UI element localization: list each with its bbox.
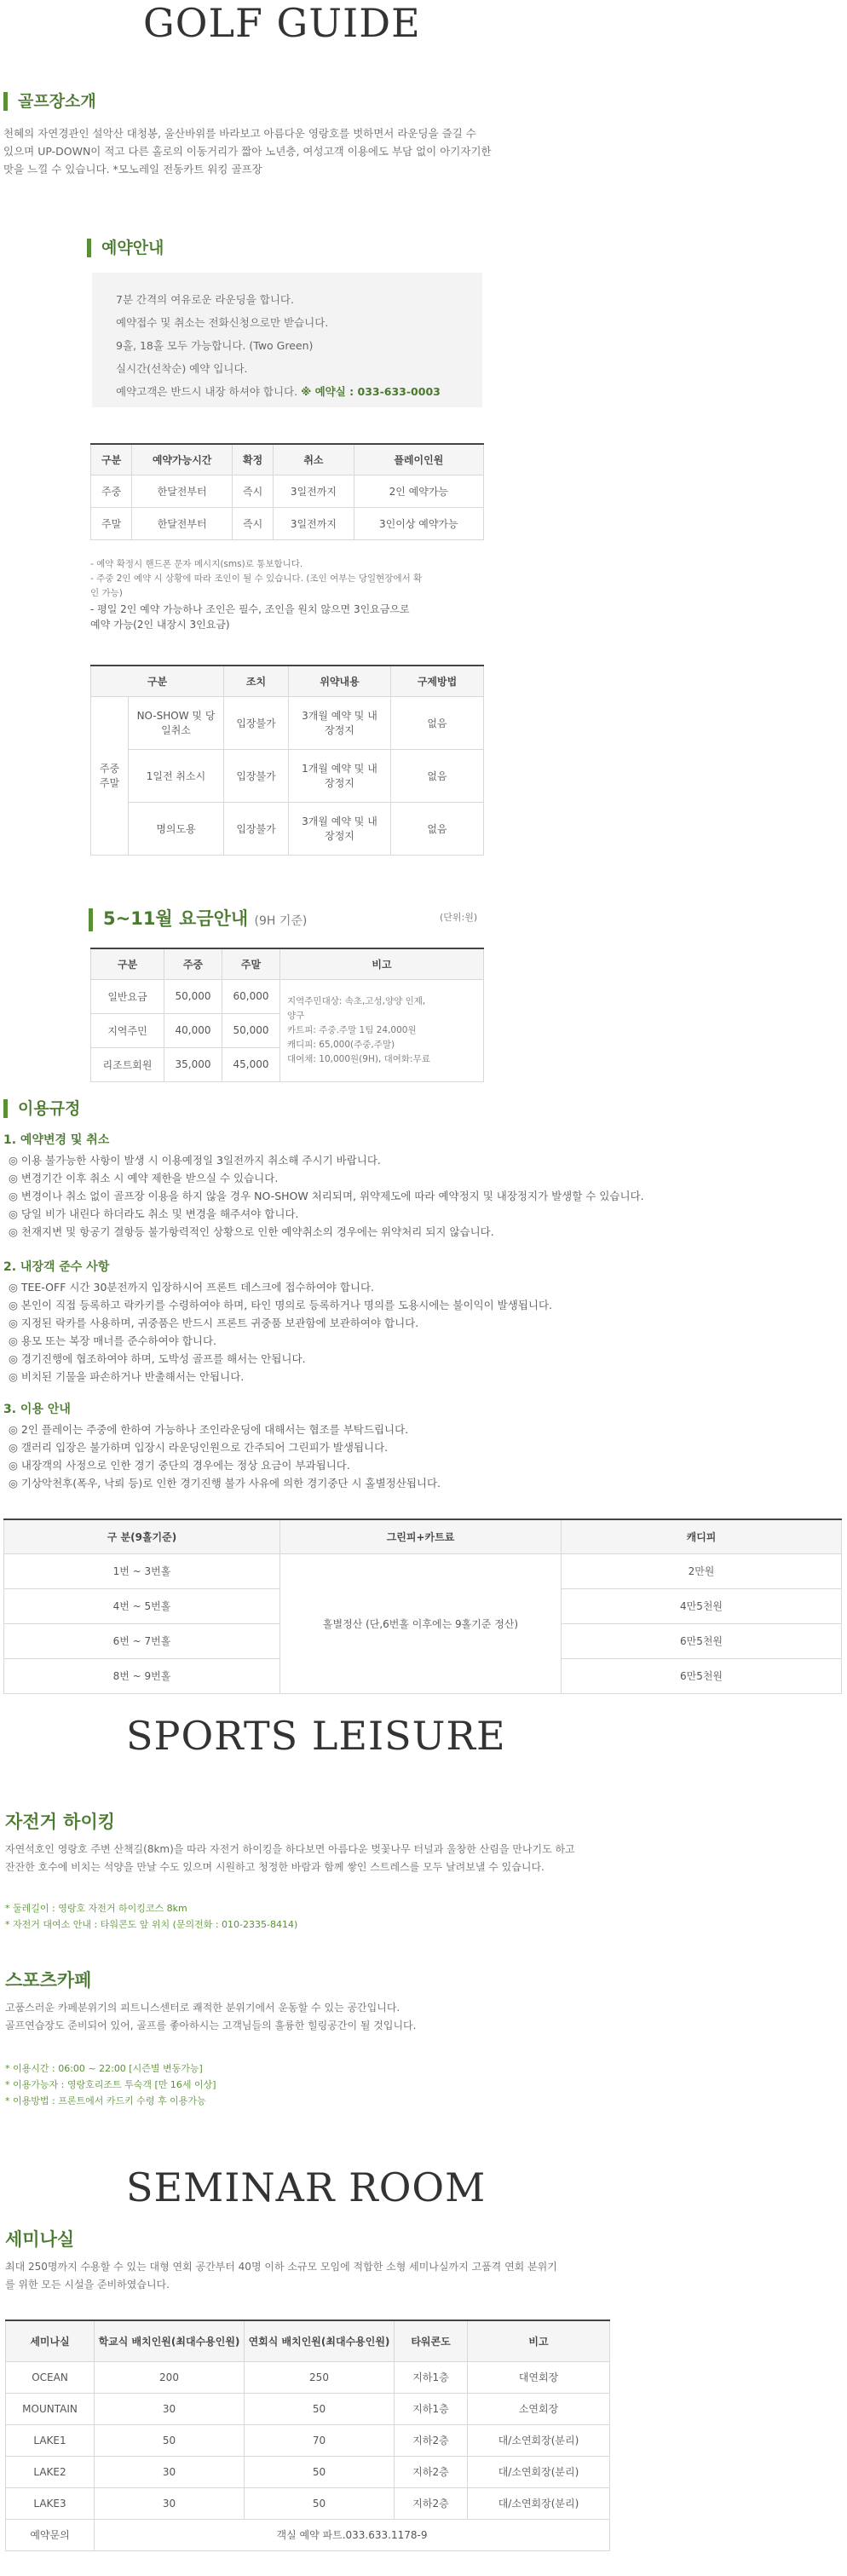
seminar-cell: 50: [95, 2424, 245, 2456]
rules-list: [9, 1151, 644, 1241]
table-row: [4, 1553, 842, 1588]
penalty-table: [90, 665, 484, 856]
fee-cell: 35,000: [164, 1047, 222, 1081]
rules-section-title: 2. 내장객 준수 사항: [3, 1260, 110, 1274]
fee-cell: 일반요금: [91, 979, 164, 1013]
rule-item: ◎ 기상악천후(폭우, 낙뢰 등)로 인한 경기진행 불가 사유에 의한 경기중단 시 홀별정산됩니다.: [9, 1477, 441, 1490]
bike-text: [5, 1841, 575, 1876]
fee-cell: 60,000: [222, 979, 280, 1013]
booking-note: - 평일 2인 예약 가능하나 조인은 필수, 조인을 원치 않으면 3인요금으로: [90, 603, 410, 615]
table-row: [91, 979, 484, 1013]
fee-remark-line: 캐디피: 65,000(주중,주말): [287, 1039, 395, 1050]
golf-intro-heading: 골프장소개: [3, 92, 96, 111]
booking-cell: 한달전부터: [132, 507, 233, 539]
booking-cell: 즉시: [232, 507, 273, 539]
booking-cell: 3인이상 예약가능: [354, 507, 483, 539]
seminar-cell: 50: [245, 2487, 395, 2519]
bike-heading: 자전거 하이킹: [5, 1812, 116, 1832]
table-row: [91, 696, 484, 749]
settlement-header: 구 분(9홀기준): [4, 1519, 280, 1553]
fee-heading: [89, 908, 307, 931]
cafe-note: * 이용가능자 : 영랑호리조트 투숙객 [만 16세 이상]: [5, 2079, 216, 2090]
penalty-cell: 3개월 예약 및 내 장정지: [289, 696, 391, 749]
booking-note: 예약 가능(2인 내장시 3인요금): [90, 619, 230, 631]
penalty-cell: 없음: [391, 749, 484, 802]
seminar-cell: 지하1층: [395, 2361, 468, 2393]
intro-line: 천혜의 자연경관인 설악산 대청봉, 울산바위를 바라보고 아름다운 영랑호를 벗하면서 라운딩을 즐길 수: [3, 127, 476, 140]
table-row: [91, 507, 484, 539]
settlement-cell: 1번 ~ 3번홀: [4, 1553, 280, 1588]
rule-item: ◎ 지정된 락카를 사용하며, 귀중품은 반드시 프론트 귀중품 보관함에 보관하여야 합니다.: [9, 1317, 419, 1329]
settlement-header: 캐디피: [562, 1519, 842, 1553]
table-row: [6, 2361, 610, 2393]
rules-heading: 이용규정: [3, 1099, 80, 1118]
golf-guide-title: GOLF GUIDE: [143, 0, 421, 46]
booking-header: 예약가능시간: [132, 444, 233, 475]
bike-note: * 자전거 대여소 안내 : 타워콘도 앞 위치 (문의전화 : 010-2335-8414): [5, 1919, 298, 1930]
seminar-cell: 지하2층: [395, 2487, 468, 2519]
penalty-cell: 1개월 예약 및 내 장정지: [289, 749, 391, 802]
seminar-inquiry-label: 예약문의: [6, 2519, 95, 2550]
penalty-cell: 명의도용: [129, 802, 224, 855]
seminar-line: 를 위한 모든 시설을 준비하였습니다.: [5, 2279, 170, 2291]
booking-cell: 주중: [91, 475, 132, 507]
booking-header: 플레이인원: [354, 444, 483, 475]
seminar-heading: 세미나실: [5, 2229, 75, 2250]
booking-note: - 예약 확정시 핸드폰 문자 메시지(sms)로 통보합니다.: [90, 559, 303, 569]
fee-cell: 리조트회원: [91, 1047, 164, 1081]
rule-item: ◎ 당일 비가 내린다 하더라도 취소 및 변경을 해주셔야 합니다.: [9, 1207, 299, 1220]
rule-item: ◎ 이용 불가능한 사항이 발생 시 이용예정일 3일전까지 취소해 주시기 바랍니다.: [9, 1154, 381, 1167]
rule-item: ◎ 용모 또는 복장 매너를 준수하여야 합니다.: [9, 1334, 216, 1347]
sports-leisure-title: SPORTS LEISURE: [126, 1713, 506, 1759]
penalty-cell: 없음: [391, 696, 484, 749]
bike-line: 잔잔한 호수에 비치는 석양을 만날 수도 있으며 시원하고 청정한 바람과 함께 쌓인 스트레스를 모두 날려보낼 수 있습니다.: [5, 1861, 544, 1873]
fee-heading-subtext: (9H 기준): [254, 914, 308, 928]
intro-line: 있으며 UP-DOWN이 적고 다른 홀로의 이동거리가 짧아 노년층, 여성고객 이용에도 부담 없이 아기자기한: [3, 145, 492, 158]
settlement-cell: 6만5천원: [562, 1658, 842, 1693]
reservation-info-line: 9홀, 18홀 모두 가능합니다. (Two Green): [116, 339, 314, 352]
bike-line: 자연석호인 영랑호 주변 산책길(8km)을 따라 자전거 하이킹을 하다보면 아름다운 벚꽃나무 터널과 울창한 산림을 만나기도 하고: [5, 1843, 575, 1855]
booking-note: 인 가능): [90, 588, 123, 598]
seminar-cell: 70: [245, 2424, 395, 2456]
seminar-room-title: SEMINAR ROOM: [126, 2164, 487, 2210]
reservation-heading: 예약안내: [87, 239, 164, 257]
reservation-info-box: [92, 273, 482, 407]
booking-cell: 3일전까지: [274, 475, 354, 507]
seminar-header: 학교식 배치인원(최대수용인원): [95, 2320, 245, 2361]
seminar-cell: 50: [245, 2456, 395, 2487]
fee-table: [90, 948, 484, 1082]
seminar-cell: MOUNTAIN: [6, 2393, 95, 2424]
booking-cell: 한달전부터: [132, 475, 233, 507]
settlement-cell: 6번 ~ 7번홀: [4, 1623, 280, 1658]
seminar-cell: 30: [95, 2487, 245, 2519]
penalty-group-cell: 주중 주말: [91, 696, 129, 855]
penalty-cell: 없음: [391, 802, 484, 855]
settlement-cell: 8번 ~ 9번홀: [4, 1658, 280, 1693]
fee-heading-text: 5~11월 요금안내: [103, 908, 249, 929]
seminar-cell: LAKE2: [6, 2456, 95, 2487]
booking-table: [90, 443, 484, 540]
rules-section-title: 1. 예약변경 및 취소: [3, 1133, 110, 1147]
rule-item: ◎ 비치된 기물을 파손하거나 반출해서는 안됩니다.: [9, 1370, 245, 1383]
seminar-cell: 250: [245, 2361, 395, 2393]
fee-remark-line: 대여채: 10,000원(9H), 대여화:무료: [287, 1053, 430, 1064]
intro-line: 맛을 느낄 수 있습니다. *모노레일 전동카트 워킹 골프장: [3, 163, 262, 176]
penalty-header: 위약내용: [289, 666, 391, 696]
table-row: [6, 2487, 610, 2519]
seminar-cell: 대연회장: [468, 2361, 610, 2393]
table-row: [6, 2456, 610, 2487]
penalty-header: 구분: [91, 666, 224, 696]
fee-header: 구분: [91, 948, 164, 979]
penalty-header: 조치: [224, 666, 289, 696]
rules-list: [9, 1421, 441, 1492]
penalty-cell: 입장불가: [224, 749, 289, 802]
fee-cell: 45,000: [222, 1047, 280, 1081]
booking-header: 구분: [91, 444, 132, 475]
rule-item: ◎ 내장객의 사정으로 인한 경기 중단의 경우에는 정상 요금이 부과됩니다.: [9, 1459, 350, 1472]
seminar-cell: 대/소연회장(분리): [468, 2456, 610, 2487]
booking-note: - 주중 2인 예약 시 상황에 따라 조인이 될 수 있습니다. (조인 여부는 당일현장에서 확: [90, 573, 423, 584]
penalty-cell: NO-SHOW 및 당 일취소: [129, 696, 224, 749]
settlement-merged-note: 홀별정산 (단,6번홀 이후에는 9홀기준 정산): [280, 1553, 562, 1693]
fee-header: 주말: [222, 948, 280, 979]
seminar-line: 최대 250명까지 수용할 수 있는 대형 연회 공간부터 40명 이하 소규모 모임에 적합한 소형 세미나실까지 고품격 연회 분위기: [5, 2261, 557, 2273]
seminar-cell: LAKE3: [6, 2487, 95, 2519]
fee-unit: (단위:원): [440, 912, 478, 923]
rule-item: ◎ 갤러리 입장은 불가하며 입장시 라운딩인원으로 간주되어 그린피가 발생됩니다.: [9, 1441, 389, 1454]
penalty-header: 구제방법: [391, 666, 484, 696]
reservation-info-line: 예약고객은 반드시 내장 하셔야 합니다.: [116, 385, 298, 398]
cafe-line: 골프연습장도 준비되어 있어, 골프를 좋아하시는 고객님들의 훌륭한 힐링공간이 될 것입니다.: [5, 2020, 417, 2031]
cafe-notes: [5, 2060, 216, 2109]
booking-notes: [90, 557, 422, 601]
fee-remark-line: 카트피: 주중.주말 1팀 24,000원: [287, 1024, 417, 1035]
seminar-cell: OCEAN: [6, 2361, 95, 2393]
seminar-cell: 지하2층: [395, 2424, 468, 2456]
seminar-cell: 대/소연회장(분리): [468, 2487, 610, 2519]
seminar-cell: 지하1층: [395, 2393, 468, 2424]
fee-remark-line: 지역주민대상: 속초,고성,양양 인제,: [287, 995, 426, 1006]
fee-header: 비고: [280, 948, 484, 979]
fee-cell: 50,000: [222, 1013, 280, 1047]
reservation-phone: ※ 예약실 : 033-633-0003: [301, 385, 441, 398]
bike-note: * 둘레길이 : 영랑호 자전거 하이킹코스 8km: [5, 1903, 187, 1914]
seminar-cell: 50: [245, 2393, 395, 2424]
seminar-table: [5, 2320, 610, 2551]
cafe-text: [5, 1999, 416, 2035]
seminar-header: 세미나실: [6, 2320, 95, 2361]
cafe-note: * 이용시간 : 06:00 ~ 22:00 [시즌별 변동가능]: [5, 2063, 203, 2074]
fee-cell: 지역주민: [91, 1013, 164, 1047]
settlement-cell: 6만5천원: [562, 1623, 842, 1658]
seminar-cell: 30: [95, 2456, 245, 2487]
rule-item: ◎ TEE-OFF 시간 30분전까지 입장하시어 프론트 데스크에 접수하여야 합니다.: [9, 1281, 375, 1294]
table-row: [91, 475, 484, 507]
booking-header: 확정: [232, 444, 273, 475]
fee-remark: [280, 979, 484, 1081]
table-row: [6, 2519, 610, 2550]
cafe-line: 고품스러운 카페분위기의 피트니스센터로 쾌적한 분위기에서 운동할 수 있는 공간입니다.: [5, 2002, 400, 2014]
seminar-cell: 30: [95, 2393, 245, 2424]
penalty-cell: 입장불가: [224, 802, 289, 855]
seminar-header: 비고: [468, 2320, 610, 2361]
rule-item: ◎ 본인이 직접 등록하고 락카키를 수령하여야 하며, 타인 명의로 등록하거나 명의를 도용시에는 불이익이 발생됩니다.: [9, 1299, 553, 1311]
fee-header: 주중: [164, 948, 222, 979]
rules-list: [9, 1278, 552, 1386]
fee-remark-line: 양구: [287, 1010, 305, 1021]
table-row: [91, 802, 484, 855]
table-row: [6, 2393, 610, 2424]
rule-item: ◎ 2인 플레이는 주중에 한하여 가능하나 조인라운딩에 대해서는 협조를 부탁드립니다.: [9, 1423, 409, 1436]
seminar-cell: 지하2층: [395, 2456, 468, 2487]
golf-intro-text: [3, 124, 492, 178]
seminar-text: [5, 2258, 557, 2294]
fee-cell: 40,000: [164, 1013, 222, 1047]
penalty-cell: 1일전 취소시: [129, 749, 224, 802]
booking-cell: 3일전까지: [274, 507, 354, 539]
settlement-cell: 4만5천원: [562, 1588, 842, 1623]
seminar-header: 타워콘도: [395, 2320, 468, 2361]
booking-note-bold: [90, 602, 410, 632]
booking-cell: 즉시: [232, 475, 273, 507]
fee-cell: 50,000: [164, 979, 222, 1013]
reservation-info-line: 예약접수 및 취소는 전화신청으로만 받습니다.: [116, 316, 329, 329]
booking-cell: 주말: [91, 507, 132, 539]
rules-section-title: 3. 이용 안내: [3, 1403, 71, 1416]
penalty-cell: 3개월 예약 및 내 장정지: [289, 802, 391, 855]
booking-header: 취소: [274, 444, 354, 475]
settlement-cell: 2만원: [562, 1553, 842, 1588]
rule-item: ◎ 변경이나 취소 없이 골프장 이용을 하지 않을 경우 NO-SHOW 처리되며, 위약제도에 따라 예약정지 및 내장정지가 발생할 수 있습니다.: [9, 1190, 644, 1202]
rule-item: ◎ 변경기간 이후 취소 시 예약 제한을 받으실 수 있습니다.: [9, 1172, 279, 1184]
settlement-table: [3, 1519, 842, 1694]
seminar-cell: 200: [95, 2361, 245, 2393]
seminar-header: 연회식 배치인원(최대수용인원): [245, 2320, 395, 2361]
seminar-cell: 대/소연회장(분리): [468, 2424, 610, 2456]
rule-item: ◎ 경기진행에 협조하여야 하며, 도박성 골프를 해서는 안됩니다.: [9, 1352, 306, 1365]
bike-notes: [5, 1900, 297, 1933]
cafe-heading: 스포츠카페: [5, 1970, 92, 1991]
seminar-cell: 소연회장: [468, 2393, 610, 2424]
reservation-info-line: 실시간(선착순) 예약 입니다.: [116, 362, 248, 375]
table-row: [91, 749, 484, 802]
settlement-header: 그린피+카트료: [280, 1519, 562, 1553]
settlement-cell: 4번 ~ 5번홀: [4, 1588, 280, 1623]
penalty-cell: 입장불가: [224, 696, 289, 749]
cafe-note: * 이용방법 : 프론트에서 카드키 수령 후 이용가능: [5, 2095, 206, 2106]
seminar-cell: LAKE1: [6, 2424, 95, 2456]
rule-item: ◎ 천재지변 및 항공기 결항등 불가항력적인 상황으로 인한 예약취소의 경우에는 위약처리 되지 않습니다.: [9, 1225, 494, 1238]
reservation-info-line: 7분 간격의 여유로운 라운딩을 합니다.: [116, 293, 294, 306]
booking-cell: 2인 예약가능: [354, 475, 483, 507]
table-row: [6, 2424, 610, 2456]
seminar-inquiry-contact: 객실 예약 파트.033.633.1178-9: [95, 2519, 610, 2550]
